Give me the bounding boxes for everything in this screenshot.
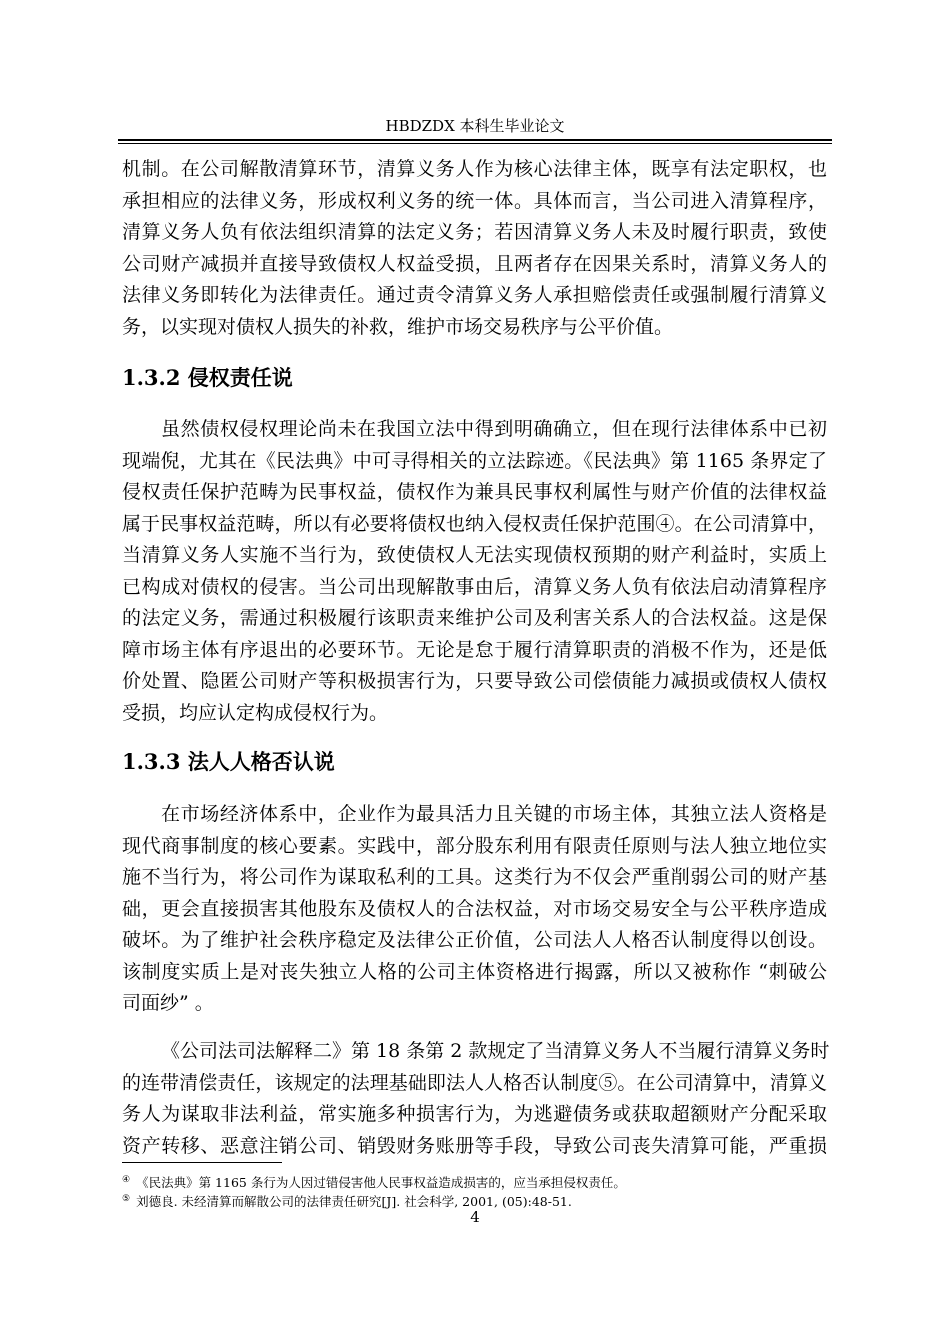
text-line: 现端倪，尤其在《民法典》中可寻得相关的立法踪迹。《民法典》第 1165 条界定了: [122, 449, 827, 472]
text-line: 法律义务即转化为法律责任。通过责令清算义务人承担赔偿责任或强制履行清算义: [122, 284, 827, 306]
section-heading-1-3-2: 1.3.2 侵权责任说: [122, 365, 293, 390]
text-line: 公司财产减损并直接导致债权人权益受损，且两者存在因果关系时，清算义务人的: [122, 252, 827, 275]
header-rule-thick: [118, 139, 832, 141]
section-heading-1-3-3: 1.3.3 法人人格否认说: [122, 749, 335, 774]
text-line: 资产转移、恶意注销公司、销毁财务账册等手段，导致公司丧失清算可能，严重损: [122, 1134, 827, 1157]
text-line: 的连带清偿责任，该规定的法理基础即法人人格否认制度⑤。在公司清算中，清算义: [122, 1071, 827, 1094]
text-line: 属于民事权益范畴，所以有必要将债权也纳入侵权责任保护范围④。在公司清算中，: [122, 512, 827, 535]
text-line: 在市场经济体系中，企业作为最具活力且关键的市场主体，其独立法人资格是: [161, 803, 827, 825]
page-number: 4: [470, 1208, 480, 1226]
text-line: 清算义务人负有依法组织清算的法定义务；若因清算义务人未及时履行职责，致使: [122, 221, 827, 243]
text-line: 承担相应的法律义务，形成权利义务的统一体。具体而言，当公司进入清算程序，: [122, 189, 827, 212]
text-line: 该制度实质上是对丧失独立人格的公司主体资格进行揭露，所以又被称作 “刺破公: [122, 960, 827, 983]
text-line: 受损，均应认定构成侵权行为。: [122, 701, 389, 724]
text-line: 破坏。为了维护社会秩序稳定及法律公正价值，公司法人人格否认制度得以创设。: [122, 929, 827, 951]
footnote-separator: [122, 1162, 282, 1163]
text-line: 现代商事制度的核心要素。实践中，部分股东利用有限责任原则与法人独立地位实: [122, 834, 827, 857]
footnote-4: [122, 1171, 626, 1192]
footnote-mark: ⑤: [122, 1194, 131, 1204]
paragraph-tort-liability: [122, 414, 827, 729]
paragraph-continued: [122, 154, 827, 343]
footnote-text: 《民法典》第 1165 条行为人因过错侵害他人民事权益造成损害的，应当承担侵权责任。: [136, 1175, 626, 1191]
paragraph-piercing-veil-2: [122, 1036, 830, 1162]
text-line: 务人为谋取非法利益，常实施多种损害行为，为逃避债务或获取超额财产分配采取: [122, 1103, 827, 1125]
text-line: 础，更会直接损害其他股东及债权人的合法权益，对市场交易安全与公平秩序造成: [122, 897, 827, 920]
footnote-text: 刘德良. 未经清算而解散公司的法律责任研究[J]. 社会科学, 2001, (05):48-51.: [136, 1194, 572, 1210]
text-line: 虽然债权侵权理论尚未在我国立法中得到明确确立，但在现行法律体系中已初: [161, 418, 827, 440]
text-line: 当清算义务人实施不当行为，致使债权人无法实现债权预期的财产利益时，实质上: [122, 544, 827, 566]
text-line: 务，以实现对债权人损失的补救，维护市场交易秩序与公平价值。: [122, 315, 674, 338]
text-line: 障市场主体有序退出的必要环节。无论是怠于履行清算职责的消极不作为，还是低: [122, 638, 827, 661]
text-line: 机制。在公司解散清算环节，清算义务人作为核心法律主体，既享有法定职权，也: [122, 158, 827, 180]
header-rule-thin: [118, 143, 832, 144]
text-line: 《公司法司法解释二》第 18 条第 2 款规定了当清算义务人不当履行清算义务时: [161, 1040, 830, 1062]
text-line: 施不当行为，将公司作为谋取私利的工具。这类行为不仅会严重削弱公司的财产基: [122, 866, 827, 888]
page-header: HBDZDX 本科生毕业论文: [385, 117, 565, 135]
text-line: 司面纱” 。: [122, 992, 214, 1014]
text-line: 已构成对债权的侵害。当公司出现解散事由后，清算义务人负有依法启动清算程序: [122, 575, 827, 598]
text-line: 的法定义务，需通过积极履行该职责来维护公司及利害关系人的合法权益。这是保: [122, 607, 827, 629]
footnote-mark: ④: [122, 1175, 131, 1185]
text-line: 侵权责任保护范畴为民事权益，债权作为兼具民事权利属性与财产价值的法律权益: [122, 481, 827, 503]
text-line: 价处置、隐匿公司财产等积极损害行为，只要导致公司偿债能力减损或债权人债权: [122, 670, 827, 692]
paragraph-piercing-veil-1: [122, 799, 827, 1020]
